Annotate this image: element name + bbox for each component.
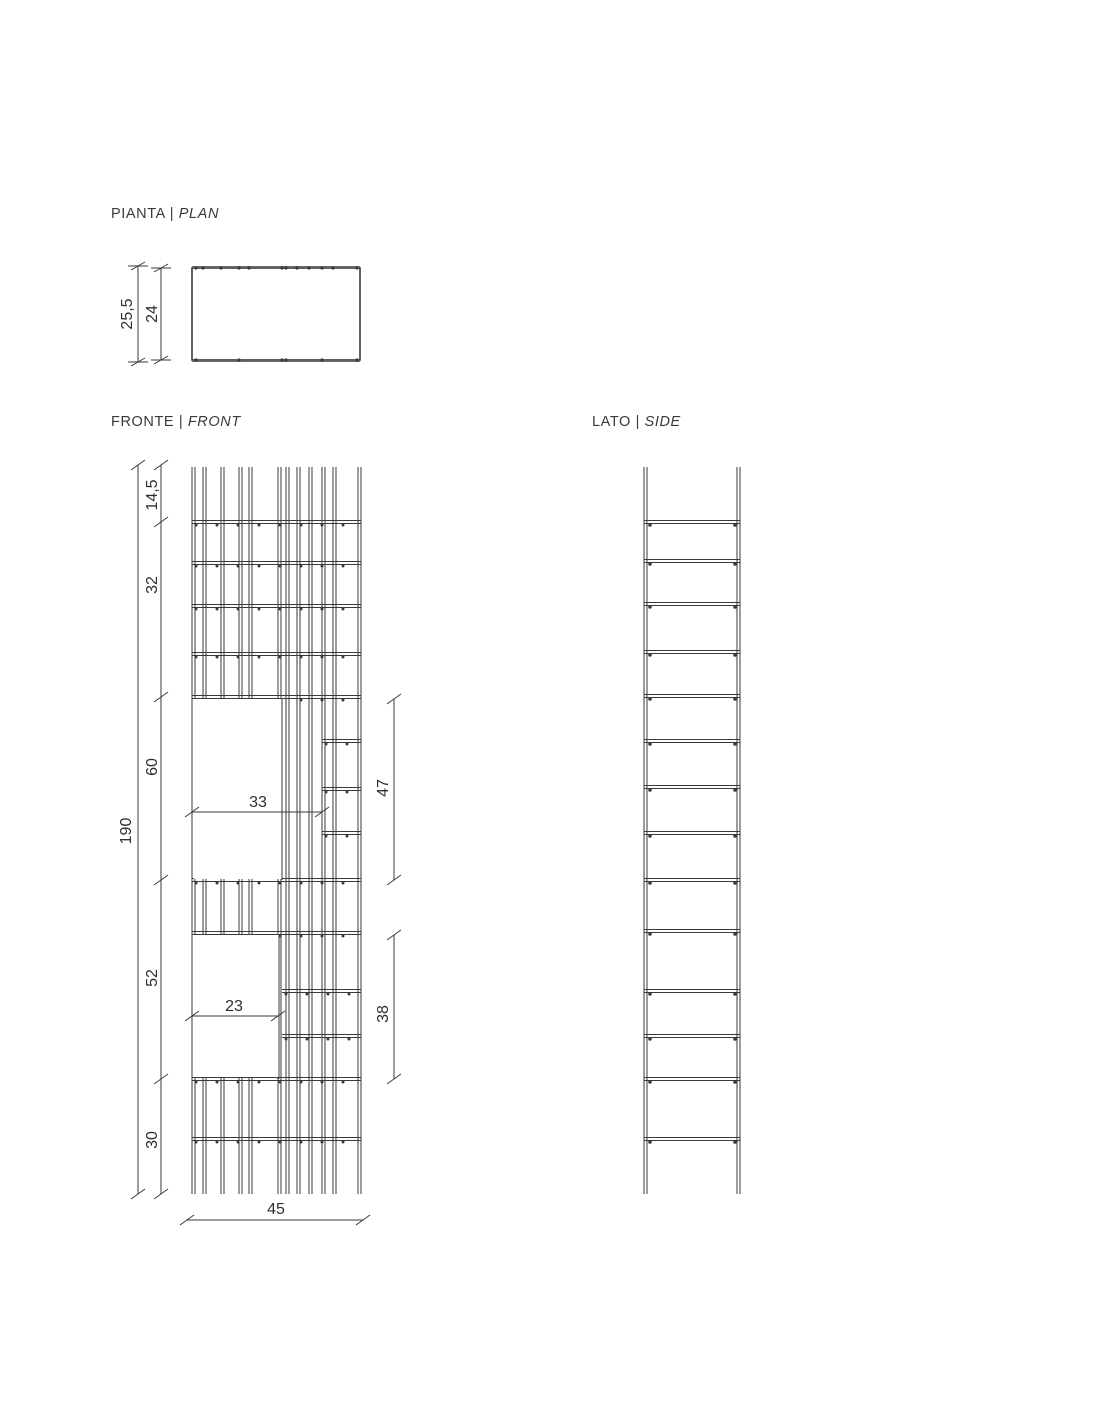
side-shelf-peg [648,653,652,657]
side-shelf-peg [733,1037,737,1041]
side-shelf-peg [648,834,652,838]
front-shelf-peg [258,1141,261,1144]
side-shelf-peg [648,1140,652,1144]
front-shelf-peg [325,791,328,794]
front-shelf-peg [285,993,288,996]
front-segment-3-label: 52 [144,969,161,987]
front-shelf-peg [195,608,198,611]
front-segment-4-label: 30 [144,1131,161,1149]
front-shelf-peg [342,608,345,611]
front-shelf-peg [342,699,345,702]
front-shelf-peg [237,1141,240,1144]
front-shelf-peg [342,565,345,568]
front-shelf-peg [325,835,328,838]
front-shelf-peg [300,1141,303,1144]
side-shelf-peg [648,1037,652,1041]
front-shelf-peg [342,1141,345,1144]
front-shelf-peg [342,1081,345,1084]
plan-posts [194,266,358,361]
side-shelf-peg [733,697,737,701]
front-shelf-peg [321,882,324,885]
front-shelf-peg [237,656,240,659]
front-shelf-peg [342,524,345,527]
side-shelf-peg [648,992,652,996]
side-shelf-peg [648,932,652,936]
side-shelf-peg [733,932,737,936]
front-segment-2-label: 60 [144,758,161,776]
front-shelf-peg [346,835,349,838]
front-open-compartment [194,699,282,879]
front-shelf-peg [327,1038,330,1041]
front-right-height-2-label: 38 [375,1005,392,1023]
front-shelf-peg [300,935,303,938]
front-shelf-peg [258,882,261,885]
front-shelf-peg [300,882,303,885]
front-overall-width-label: 45 [267,1201,285,1218]
front-shelf-peg [216,608,219,611]
front-shelf-peg [300,656,303,659]
plan-outline [192,268,360,360]
side-shelf-peg [733,1140,737,1144]
front-shelf-peg [321,565,324,568]
front-shelf-peg [321,656,324,659]
front-shelf-peg [306,1038,309,1041]
front-shelf-peg [279,608,282,611]
side-shelf-peg [733,523,737,527]
front-heading-separator: | [174,414,188,430]
side-view [644,467,740,1194]
front-shelf-peg [216,882,219,885]
front-shelf-peg [321,608,324,611]
front-shelf-peg [346,743,349,746]
front-shelf-peg [321,1081,324,1084]
front-view [192,467,361,1194]
plan-view [128,262,360,366]
front-shelf-peg [348,993,351,996]
front-shelf-peg [237,565,240,568]
side-shelf-peg [648,605,652,609]
side-shelf-peg [733,992,737,996]
front-right-height-1-label: 47 [375,779,392,797]
front-shelf-peg [342,656,345,659]
front-shelf-peg [216,1141,219,1144]
front-shelf-peg [195,524,198,527]
front-shelf-peg [195,656,198,659]
front-shelf-peg [321,935,324,938]
front-shelf-peg [195,565,198,568]
front-shelf-peg [279,882,282,885]
side-shelf-peg [648,788,652,792]
front-heading-label: FRONTE [111,414,175,430]
front-shelf-peg [325,743,328,746]
front-heading-label-en: FRONT [187,414,241,430]
front-shelf-peg [342,935,345,938]
front-shelf-peg [279,1141,282,1144]
front-shelf-peg [216,524,219,527]
plan-overall-depth-label: 25,5 [119,298,136,330]
front-shelf-peg [216,1081,219,1084]
side-shelf-peg [733,788,737,792]
front-opening-width-1-label: 33 [249,794,267,811]
front-shelf-peg [237,882,240,885]
front-shelf-peg [258,524,261,527]
side-heading-label-en: SIDE [644,414,681,430]
side-shelf-peg [733,742,737,746]
side-shelf-peg [733,881,737,885]
side-shelf-peg [648,881,652,885]
front-shelf-peg [346,791,349,794]
front-shelf-peg [195,1141,198,1144]
front-shelf-peg [258,608,261,611]
front-shelf-peg [300,524,303,527]
front-segment-1-label: 32 [144,576,161,594]
plan-heading-label: PIANTA [111,206,166,222]
side-shelf-peg [733,834,737,838]
front-total-height-label: 190 [118,817,135,845]
front-shelf-peg [321,524,324,527]
plan-heading-label-en: PLAN [178,206,220,222]
plan-heading-separator: | [165,206,179,222]
front-shelf-peg [258,565,261,568]
front-shelf-peg [342,882,345,885]
front-shelf-peg [195,1081,198,1084]
front-opening-width-2-label: 23 [225,998,243,1015]
front-shelf-peg [279,565,282,568]
front-shelf-peg [300,1081,303,1084]
front-shelf-peg [279,524,282,527]
front-shelf-peg [216,565,219,568]
side-shelf-peg [733,605,737,609]
front-shelf-peg [300,608,303,611]
front-shelf-peg [300,565,303,568]
side-shelf-peg [733,653,737,657]
plan-inner-depth-label: 24 [144,305,161,323]
side-shelf-peg [733,1080,737,1084]
front-shelf-peg [321,1141,324,1144]
front-shelf-peg [327,993,330,996]
front-shelf-peg [195,882,198,885]
front-shelf-peg [279,1081,282,1084]
side-shelf-peg [648,523,652,527]
front-shelf-peg [348,1038,351,1041]
front-top-gap-label: 14,5 [144,479,161,511]
front-shelf-peg [285,1038,288,1041]
side-shelf-peg [733,562,737,566]
side-heading-label: LATO [592,414,631,430]
front-shelf-peg [237,524,240,527]
front-shelf-peg [300,699,303,702]
front-shelf-peg [279,656,282,659]
side-shelf-peg [648,562,652,566]
side-heading-separator: | [630,414,645,430]
front-shelf-peg [237,608,240,611]
side-shelf-peg [648,1080,652,1084]
front-shelf-peg [258,656,261,659]
side-shelf-peg [648,742,652,746]
front-shelf-peg [306,993,309,996]
front-shelf-peg [216,656,219,659]
side-shelf-peg [648,697,652,701]
front-shelf-peg [258,1081,261,1084]
front-shelf-peg [237,1081,240,1084]
